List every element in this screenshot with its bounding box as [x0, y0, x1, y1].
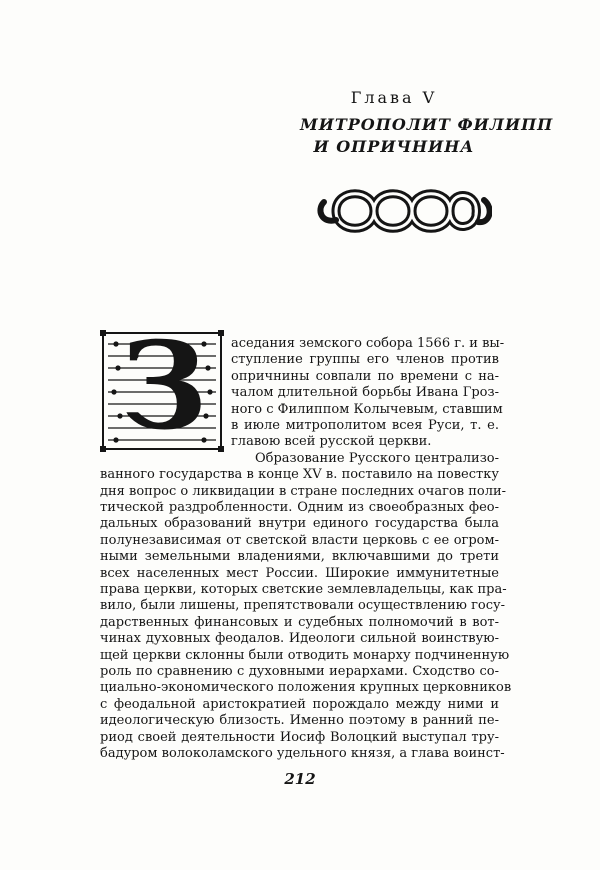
text-line: тической раздробленности. Одним из своеобразных фео- [100, 500, 499, 515]
text-line: бадуром волоколамского удельного князя, а глава воинст- [100, 746, 505, 761]
chapter-title [300, 114, 554, 158]
chapter-title-line: И ОПРИЧНИНА [313, 137, 475, 156]
text-line: аседания земского собора 1566 г. и вы- [231, 336, 505, 351]
text-line: главою всей русской церкви. [231, 434, 432, 450]
text-line: вило, были лишены, препятствовали осуществлению госу- [100, 598, 506, 614]
text-line: ванного государства в конце XV в. поставило на повестку [100, 467, 499, 483]
text-line: дарственных финансовых и судебных полномочий в вот- [100, 614, 499, 630]
text-line: в июле митрополитом всея Руси, т. е. [231, 418, 499, 433]
text-line: щей церкви склонны были отводить монарху подчиненную [100, 647, 510, 663]
text-line: полунезависимая от светской власти церковь с ее огром- [100, 532, 499, 548]
page-number: 212 [284, 770, 316, 788]
text-line: идеологическую близость. Именно поэтому в ранний пе- [100, 713, 499, 729]
text-line: дня вопрос о ликвидации в стране последних очагов поли- [100, 483, 507, 499]
text-line: ными земельными владениями, включавшими до трети [100, 549, 499, 565]
chapter-title-line: МИТРОПОЛИТ ФИЛИПП [300, 115, 554, 134]
text-line: дальных образований внутри единого государства была [100, 516, 499, 532]
chapter-label: Глава V [350, 88, 438, 107]
knotwork-ornament [316, 180, 492, 242]
text-line: роль по сравнению с духовными иерархами. Сходство со- [100, 664, 499, 679]
text-line: риод своей деятельности Иосиф Волоцкий выступал тру- [100, 729, 499, 745]
text-line: с феодальной аристократией порождало между ними и [100, 696, 499, 712]
text-line: чинах духовных феодалов. Идеологи сильной воинствую- [100, 631, 499, 647]
text-line: всех населенных мест России. Широкие иммунитетные [100, 565, 499, 581]
text-line: права церкви, которых светские землевладельцы, как пра- [100, 582, 507, 597]
drop-cap [100, 316, 224, 457]
text-line: опричнины совпали по времени с на- [231, 368, 499, 384]
drop-cap-letter: З [120, 316, 208, 457]
text-line: ного с Филиппом Колычевым, ставшим [231, 401, 503, 417]
text-line: циально-экономического положения крупных церковников [100, 680, 512, 696]
text-line: чалом длительной борьбы Ивана Гроз- [231, 385, 499, 401]
text-line: ступление группы его членов против [231, 352, 499, 368]
text-line: Образование Русского централизо- [255, 450, 499, 466]
